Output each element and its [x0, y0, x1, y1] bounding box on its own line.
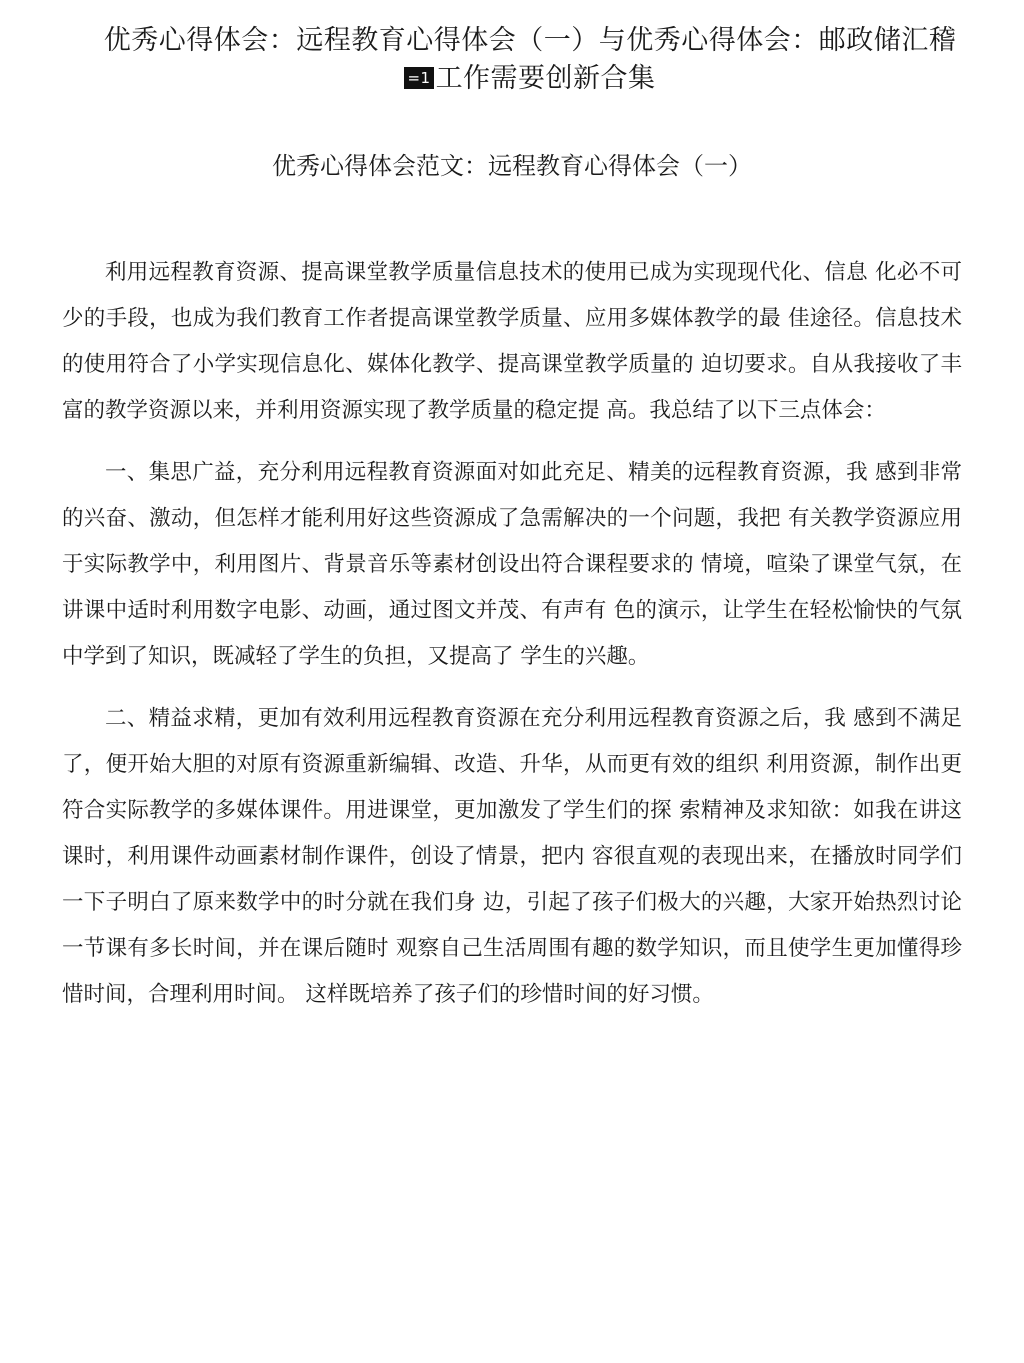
title-line-2: 工作需要创新合集	[435, 63, 656, 94]
section-heading: 优秀心得体会范文：远程教育心得体会（一）	[272, 152, 752, 180]
document-body	[62, 250, 962, 1034]
document-title	[80, 22, 980, 98]
paragraph-point-two: 二、精益求精，更加有效利用远程教育资源在充分利用远程教育资源之后，我 感到不满足了，便开始大胆的对原有资源重新编辑、改造、升华，从而更有效的组织 利用资源，制作出更符合实际教学的多媒体课件。用进课堂，更加激发了学生们的探 索精神及求知欲：如我在讲这课时，利用课件动画素材制作课件，创设了情景，把内 容很直观的表现出来，在播放时同学们一下子明白了原来数学中的时分就在我们身 边，引起了孩子们极大的兴趣，大家开始热烈讨论一节课有多长时间，并在课后随时 观察自己生活周围有趣的数学知识，而且使学生更加懂得珍惜时间，合理利用时间。 这样既培养了孩子们的珍惜时间的好习惯。	[62, 706, 962, 1007]
paragraph-intro: 利用远程教育资源、提高课堂教学质量信息技术的使用已成为实现现代化、信息 化必不可少的手段，也成为我们教育工作者提高课堂教学质量、应用多媒体教学的最 佳途径。信息技术的使用符合了小学实现信息化、媒体化教学、提高课堂教学质量的 迫切要求。自从我接收了丰富的教学资源以来，并利用资源实现了教学质量的稳定提 高。我总结了以下三点体会：	[62, 260, 962, 423]
paragraph-point-one: 一、集思广益，充分利用远程教育资源面对如此充足、精美的远程教育资源，我 感到非常的兴奋、激动，但怎样才能利用好这些资源成了急需解决的一个问题，我把 有关教学资源应用于实际教学中，利用图片、背景音乐等素材创设出符合课程要求的 情境，喧染了课堂气氛，在讲课中适时利用数字电影、动画，通过图文并茂、有声有 色的演示，让学生在轻松愉快的气氛中学到了知识，既减轻了学生的负担，又提高了 学生的兴趣。	[62, 460, 962, 669]
title-line-2-wrapper	[80, 60, 980, 98]
title-marker: =1	[404, 67, 433, 89]
title-line-1: 优秀心得体会：远程教育心得体会（一）与优秀心得体会：邮政储汇稽	[103, 25, 957, 56]
